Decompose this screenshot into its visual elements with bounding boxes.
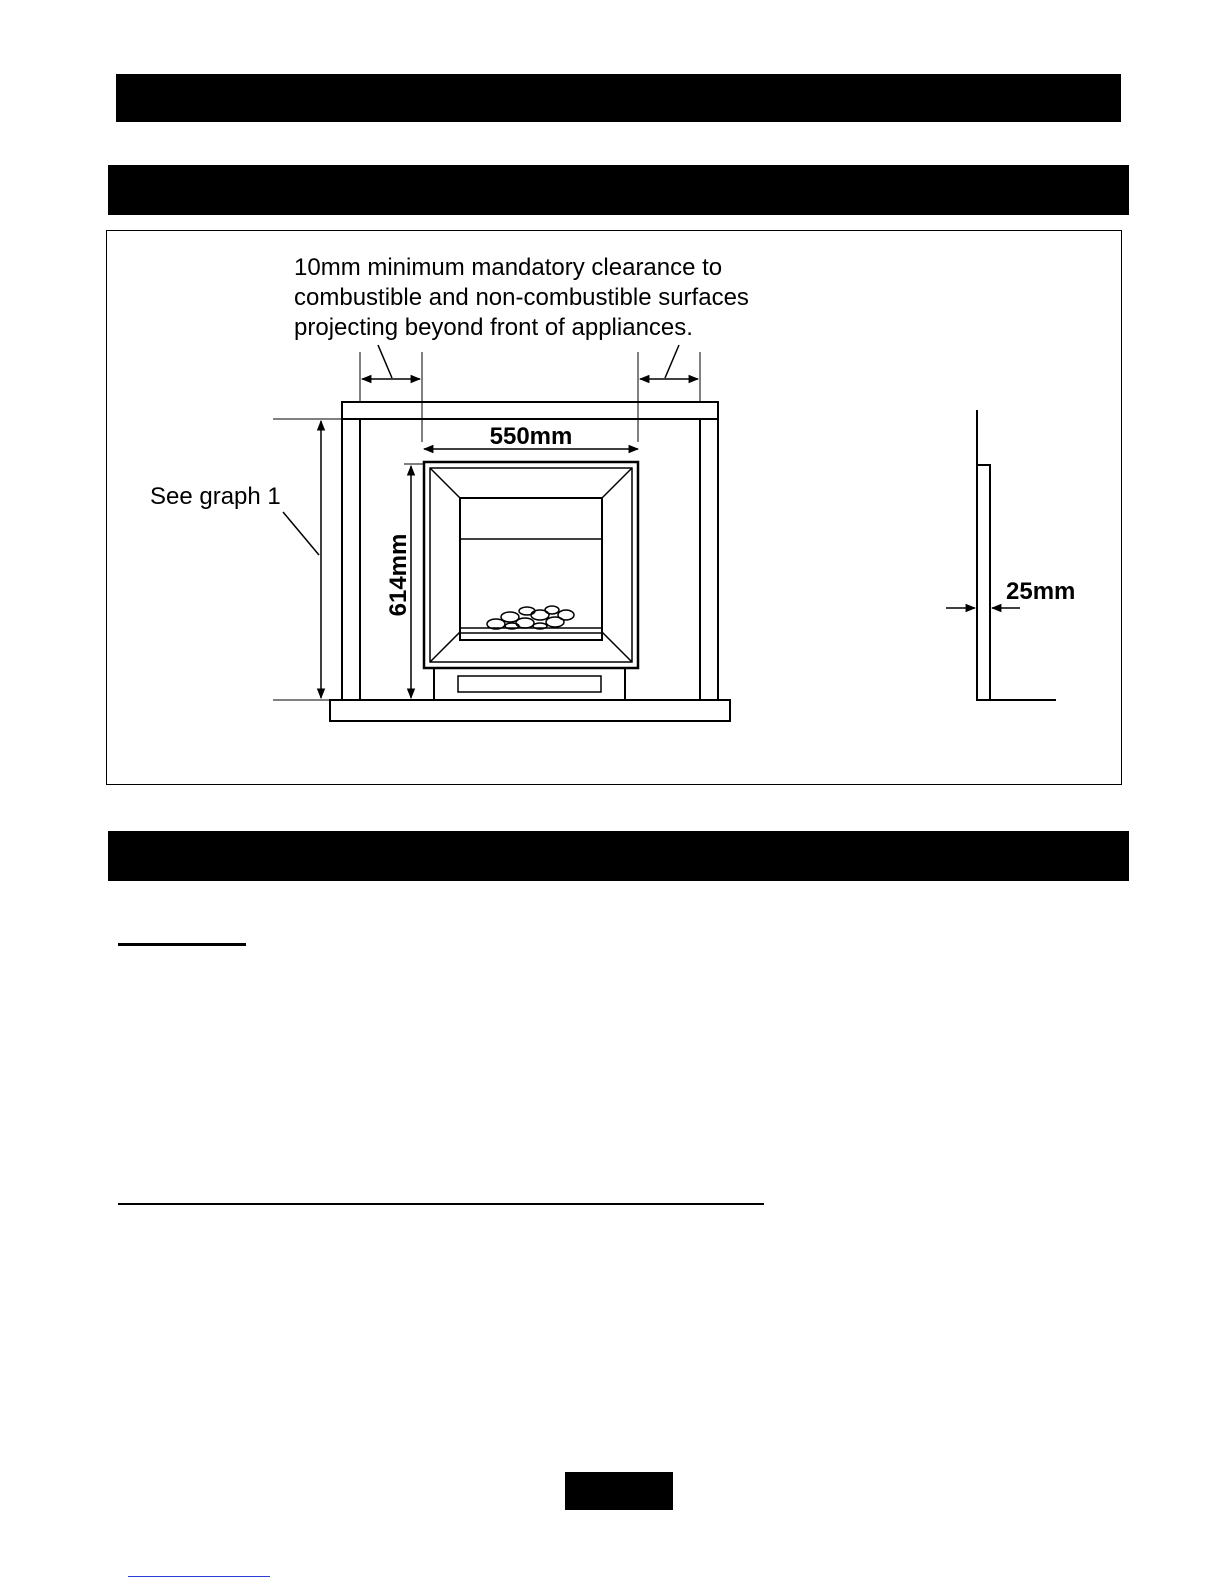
surround-left-leg bbox=[342, 419, 360, 700]
fire-outer-frame bbox=[424, 462, 638, 668]
page-number-tab bbox=[565, 1472, 673, 1510]
surround-right-leg bbox=[700, 419, 718, 700]
mantel-shelf bbox=[342, 402, 718, 419]
see-graph-leader bbox=[283, 512, 319, 555]
footer-link-underline bbox=[128, 1576, 270, 1577]
width-dimension-label: 550mm bbox=[489, 423, 573, 450]
depth-dimension-label: 25mm bbox=[1006, 578, 1076, 605]
fire-vent bbox=[458, 676, 601, 692]
subheading-underline bbox=[118, 943, 246, 946]
clearance-leader-right bbox=[665, 345, 679, 378]
hearth bbox=[330, 700, 730, 721]
subheading-underline-long bbox=[118, 1203, 764, 1205]
height-dimension-label: 614mm bbox=[385, 533, 412, 617]
fuel-bed-pebbles bbox=[487, 606, 574, 629]
see-graph-label: See graph 1 bbox=[150, 483, 281, 510]
clearance-leader-left bbox=[378, 345, 392, 378]
fire-plinth bbox=[434, 668, 625, 700]
section-heading-bar-2 bbox=[108, 831, 1129, 881]
clearance-note-line-2: combustible and non-combustible surfaces bbox=[294, 284, 749, 311]
clearance-note-line-3: projecting beyond front of appliances. bbox=[294, 314, 693, 341]
side-view-fire-profile bbox=[977, 465, 990, 700]
clearance-note-line-1: 10mm minimum mandatory clearance to bbox=[294, 254, 723, 281]
